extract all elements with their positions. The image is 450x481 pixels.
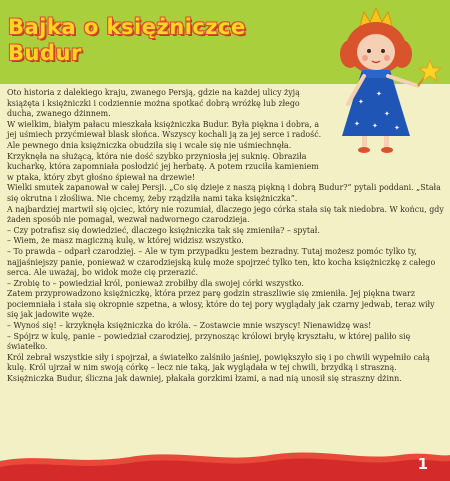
story-paragraph: – Wynoś się! – krzyknęła księżniczka do króla. – Zostawcie mnie wszyscy! Nienawidzę was!	[7, 321, 372, 331]
svg-text:✦: ✦	[394, 124, 400, 132]
story-text	[7, 88, 445, 385]
story-paragraph: – Czy potrafisz się dowiedzieć, dlaczego księżniczka tak się zmieniła? – spytał.	[7, 225, 320, 235]
story-paragraph: A najbardziej martwił się ojciec, który nie rozumiał, dlaczego jego córka stała się tak niedobra. W końcu, gdy żaden sposób nie pomagał, wezwał nadwornego czarodzieja.	[7, 204, 444, 225]
story-paragraph: Zatem przyprowadzono księżniczkę, która przez parę godzin straszliwie się zmieniła. Jej piękna twarz pociemniała i stała się okropnie szpetna, a włosy, które do tej pory wyglądały jak czarny jedwab, teraz wiły się jak jadowite węże.	[7, 289, 435, 320]
story-paragraph: Ale pewnego dnia księżniczka obudziła się i wcale się nie uśmiechnęła. Krzyknęła na służącą, która nie dość szybko przyniosła jej suknię. Obraziła kucharkę, która zapomniała posłodzić jej herbatę. A potem rzuciła kamieniem w ptaka, który zbyt głośno śpiewał na drzewie!	[7, 140, 319, 182]
story-paragraph: Król zebrał wszystkie siły i spojrzał, a światełko zalśniło jaśniej, powiększyło się i po chwili wypełniło całą kulę. Król ujrzał w nim swoją córkę – lecz nie taką, jak wyglądała w tej chwili, brzydką i straszną. Księżniczka Budur, śliczna jak dawniej, płakała gorzkimi łzami, a nad nią unosił się straszny dżinn.	[7, 352, 430, 384]
title-line-1: Bajka o księżniczce	[8, 15, 246, 39]
page-title	[8, 14, 246, 66]
story-paragraph: – Zrobię to – powiedział król, ponieważ zrobiłby dla swojej córki wszystko.	[7, 278, 304, 288]
svg-text:✦: ✦	[376, 90, 382, 98]
title-line-2: Budur	[8, 41, 82, 65]
story-paragraph: – To prawda – odparł czarodziej. – Ale w tym przypadku jestem bezradny. Tutaj możesz pomóc tylko ty, najjaśniejszy panie, ponieważ w czarodziejską kulę może spojrzeć tylko ten, kto kocha księżniczkę z całego serca. Ale uważaj, bo widok może cię przerazić.	[7, 246, 436, 278]
svg-text:✦: ✦	[372, 122, 378, 130]
story-paragraph: Oto historia z dalekiego kraju, zwanego Persją, gdzie na każdej ulicy żyją książęta i księżniczki i codziennie można spotkać dobrą wróżkę lub złego ducha, zwanego dżinnem.	[7, 88, 300, 119]
story-paragraph: Wielki smutek zapanował w całej Persji. „Co się dzieje z naszą piękną i dobrą Budur?” pytali poddani. „Stała się okrutna i złośliwa. Nie chcemy, żeby rządziła nami taka księżniczka”.	[7, 183, 441, 203]
story-paragraph: W wielkim, białym pałacu mieszkała księżniczka Budur. Była piękna i dobra, a jej uśmiech przyćmiewał blask słońca. Wszyscy kochali ją za jej serce i radość.	[7, 119, 322, 140]
footer-wave-band	[0, 443, 450, 481]
svg-text:✦: ✦	[384, 110, 390, 118]
page-number: 1	[417, 455, 428, 473]
story-paragraph: – Spójrz w kulę, panie – powiedział czarodziej, przynosząc królowi bryłę kryształu, w której paliło się światełko.	[7, 331, 411, 352]
svg-text:✦: ✦	[354, 120, 360, 128]
story-paragraph: – Wiem, że masz magiczną kulę, w której widzisz wszystko.	[7, 236, 244, 246]
svg-text:✦: ✦	[358, 98, 364, 106]
